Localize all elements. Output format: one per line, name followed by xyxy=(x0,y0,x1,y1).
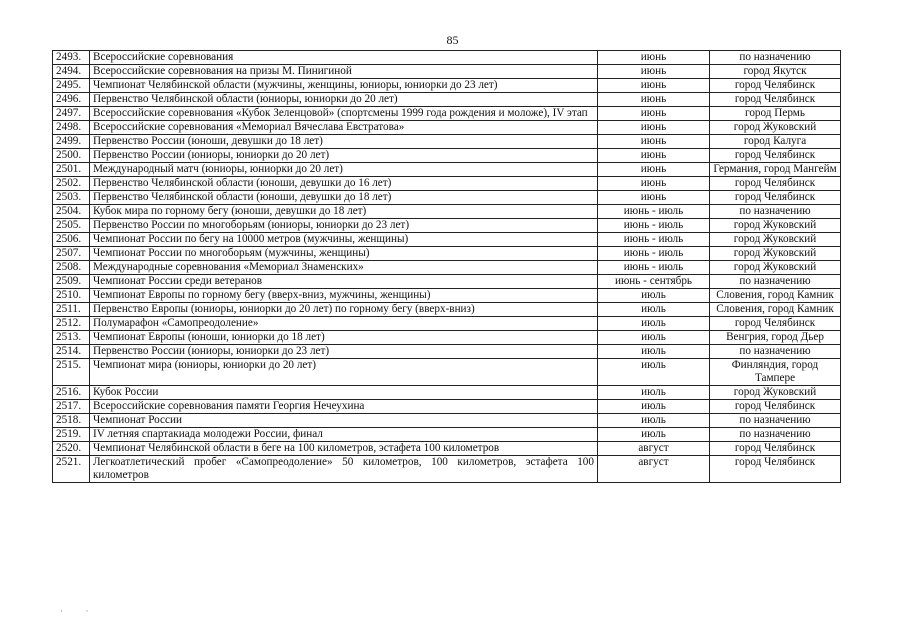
cell-name: Всероссийские соревнования памяти Георгия Нечеухина xyxy=(90,400,598,414)
table-row xyxy=(53,65,841,79)
cell-num: 2503. xyxy=(53,191,90,205)
table-row xyxy=(53,177,841,191)
cell-place: Финляндия, город Тампере xyxy=(710,359,841,386)
cell-month: июнь - июль xyxy=(598,205,710,219)
cell-name: Первенство России по многоборьям (юниоры, юниорки до 23 лет) xyxy=(90,219,598,233)
table-row xyxy=(53,191,841,205)
cell-name: Чемпионат Челябинской области (мужчины, женщины, юниоры, юниорки до 23 лет) xyxy=(90,79,598,93)
cell-num: 2501. xyxy=(53,163,90,177)
cell-num: 2500. xyxy=(53,149,90,163)
cell-num: 2493. xyxy=(53,51,90,65)
cell-num: 2504. xyxy=(53,205,90,219)
cell-name: Чемпионат России xyxy=(90,414,598,428)
cell-num: 2505. xyxy=(53,219,90,233)
table-row xyxy=(53,247,841,261)
cell-place: город Якутск xyxy=(710,65,841,79)
cell-place: Германия, город Мангейм xyxy=(710,163,841,177)
cell-num: 2512. xyxy=(53,317,90,331)
cell-month: июнь xyxy=(598,51,710,65)
cell-name: Первенство Европы (юниоры, юниорки до 20 лет) по горному бегу (вверх-вниз) xyxy=(90,303,598,317)
table-row xyxy=(53,386,841,400)
table-row xyxy=(53,107,841,121)
cell-month: июнь - июль xyxy=(598,247,710,261)
table-row xyxy=(53,456,841,483)
table-row xyxy=(53,317,841,331)
table-row xyxy=(53,303,841,317)
cell-num: 2519. xyxy=(53,428,90,442)
cell-month: июнь xyxy=(598,177,710,191)
table-row xyxy=(53,359,841,386)
cell-place: по назначению xyxy=(710,205,841,219)
table-row xyxy=(53,219,841,233)
cell-place: город Жуковский xyxy=(710,247,841,261)
cell-num: 2498. xyxy=(53,121,90,135)
table-row xyxy=(53,51,841,65)
cell-place: город Жуковский xyxy=(710,386,841,400)
cell-num: 2506. xyxy=(53,233,90,247)
cell-num: 2517. xyxy=(53,400,90,414)
cell-month: июнь xyxy=(598,65,710,79)
cell-place: Словения, город Камник xyxy=(710,303,841,317)
page-number: 85 xyxy=(446,33,459,47)
cell-num: 2499. xyxy=(53,135,90,149)
cell-name: Чемпионат России по многоборьям (мужчины, женщины) xyxy=(90,247,598,261)
cell-month: июль xyxy=(598,428,710,442)
cell-place: город Жуковский xyxy=(710,261,841,275)
cell-month: июнь - июль xyxy=(598,261,710,275)
table-row xyxy=(53,345,841,359)
cell-place: по назначению xyxy=(710,428,841,442)
cell-month: июль xyxy=(598,317,710,331)
cell-name: Всероссийские соревнования xyxy=(90,51,598,65)
cell-month: июнь xyxy=(598,107,710,121)
cell-name: Легкоатлетический пробег «Самопреодоление» 50 километров, 100 километров, эстафета 100 километров xyxy=(90,456,598,483)
cell-place: город Челябинск xyxy=(710,442,841,456)
cell-num: 2513. xyxy=(53,331,90,345)
cell-num: 2520. xyxy=(53,442,90,456)
cell-num: 2521. xyxy=(53,456,90,483)
cell-name: Всероссийские соревнования «Кубок Зеленцовой» (спортсмены 1999 года рождения и моложе), IV этап xyxy=(90,107,598,121)
table-row xyxy=(53,233,841,247)
cell-month: июль xyxy=(598,289,710,303)
cell-num: 2494. xyxy=(53,65,90,79)
table-row xyxy=(53,205,841,219)
cell-month: июнь xyxy=(598,149,710,163)
cell-place: по назначению xyxy=(710,414,841,428)
cell-name: Первенство России (юниоры, юниорки до 20 лет) xyxy=(90,149,598,163)
cell-month: июль xyxy=(598,414,710,428)
cell-name: Полумарафон «Самопреодоление» xyxy=(90,317,598,331)
cell-month: июнь xyxy=(598,163,710,177)
cell-name: Международные соревнования «Мемориал Знаменских» xyxy=(90,261,598,275)
cell-month: июнь xyxy=(598,121,710,135)
cell-num: 2515. xyxy=(53,359,90,386)
cell-num: 2508. xyxy=(53,261,90,275)
cell-month: июнь xyxy=(598,135,710,149)
cell-name: Всероссийские соревнования на призы М. Пинигиной xyxy=(90,65,598,79)
cell-place: город Челябинск xyxy=(710,93,841,107)
cell-num: 2516. xyxy=(53,386,90,400)
cell-place: город Челябинск xyxy=(710,177,841,191)
cell-month: июль xyxy=(598,331,710,345)
cell-name: Чемпионат России среди ветеранов xyxy=(90,275,598,289)
cell-month: июль xyxy=(598,400,710,414)
table-row xyxy=(53,261,841,275)
cell-name: Кубок России xyxy=(90,386,598,400)
table-row xyxy=(53,121,841,135)
cell-num: 2509. xyxy=(53,275,90,289)
cell-place: по назначению xyxy=(710,51,841,65)
cell-num: 2495. xyxy=(53,79,90,93)
cell-place: по назначению xyxy=(710,345,841,359)
table-row xyxy=(53,275,841,289)
events-table-body xyxy=(53,51,841,483)
table-row xyxy=(53,400,841,414)
table-row xyxy=(53,149,841,163)
table-row xyxy=(53,289,841,303)
cell-month: июль xyxy=(598,359,710,386)
cell-month: июнь xyxy=(598,93,710,107)
cell-num: 2518. xyxy=(53,414,90,428)
cell-month: август xyxy=(598,456,710,483)
scan-marks: · · xyxy=(60,606,89,616)
table-row xyxy=(53,163,841,177)
table-row xyxy=(53,93,841,107)
cell-month: июнь - июль xyxy=(598,233,710,247)
cell-month: июль xyxy=(598,303,710,317)
cell-month: июль xyxy=(598,386,710,400)
cell-name: Международный матч (юниоры, юниорки до 20 лет) xyxy=(90,163,598,177)
cell-place: город Жуковский xyxy=(710,121,841,135)
cell-month: июнь xyxy=(598,191,710,205)
cell-num: 2507. xyxy=(53,247,90,261)
cell-place: Венгрия, город Дьер xyxy=(710,331,841,345)
cell-name: Кубок мира по горному бегу (юноши, девушки до 18 лет) xyxy=(90,205,598,219)
cell-place: по назначению xyxy=(710,275,841,289)
cell-month: июнь - июль xyxy=(598,219,710,233)
cell-name: Первенство Челябинской области (юноши, девушки до 16 лет) xyxy=(90,177,598,191)
table-row xyxy=(53,79,841,93)
table-row xyxy=(53,428,841,442)
cell-place: город Калуга xyxy=(710,135,841,149)
cell-name: Всероссийские соревнования «Мемориал Вячеслава Евстратова» xyxy=(90,121,598,135)
cell-num: 2497. xyxy=(53,107,90,121)
cell-place: город Жуковский xyxy=(710,219,841,233)
cell-num: 2496. xyxy=(53,93,90,107)
cell-name: Чемпионат Челябинской области в беге на 100 километров, эстафета 100 километров xyxy=(90,442,598,456)
events-table xyxy=(52,50,841,483)
cell-place: Словения, город Камник xyxy=(710,289,841,303)
cell-name: Чемпионат Европы (юноши, юниорки до 18 лет) xyxy=(90,331,598,345)
cell-num: 2514. xyxy=(53,345,90,359)
cell-month: август xyxy=(598,442,710,456)
cell-name: Чемпионат России по бегу на 10000 метров (мужчины, женщины) xyxy=(90,233,598,247)
table-row xyxy=(53,414,841,428)
cell-place: город Челябинск xyxy=(710,400,841,414)
cell-place: город Пермь xyxy=(710,107,841,121)
cell-num: 2502. xyxy=(53,177,90,191)
table-row xyxy=(53,135,841,149)
cell-place: город Челябинск xyxy=(710,79,841,93)
cell-num: 2511. xyxy=(53,303,90,317)
cell-name: Чемпионат Европы по горному бегу (вверх-вниз, мужчины, женщины) xyxy=(90,289,598,303)
cell-name: Первенство Челябинской области (юноши, девушки до 18 лет) xyxy=(90,191,598,205)
cell-num: 2510. xyxy=(53,289,90,303)
cell-name: Чемпионат мира (юниоры, юниорки до 20 лет) xyxy=(90,359,598,386)
cell-name: Первенство России (юноши, девушки до 18 лет) xyxy=(90,135,598,149)
cell-name: IV летняя спартакиада молодежи России, финал xyxy=(90,428,598,442)
cell-place: город Челябинск xyxy=(710,317,841,331)
cell-month: июль xyxy=(598,345,710,359)
cell-name: Первенство Челябинской области (юниоры, юниорки до 20 лет) xyxy=(90,93,598,107)
cell-place: город Челябинск xyxy=(710,149,841,163)
cell-month: июнь - сентябрь xyxy=(598,275,710,289)
cell-name: Первенство России (юниоры, юниорки до 23 лет) xyxy=(90,345,598,359)
cell-place: город Челябинск xyxy=(710,191,841,205)
table-row xyxy=(53,442,841,456)
cell-place: город Челябинск xyxy=(710,456,841,483)
cell-place: город Жуковский xyxy=(710,233,841,247)
cell-month: июнь xyxy=(598,79,710,93)
table-row xyxy=(53,331,841,345)
